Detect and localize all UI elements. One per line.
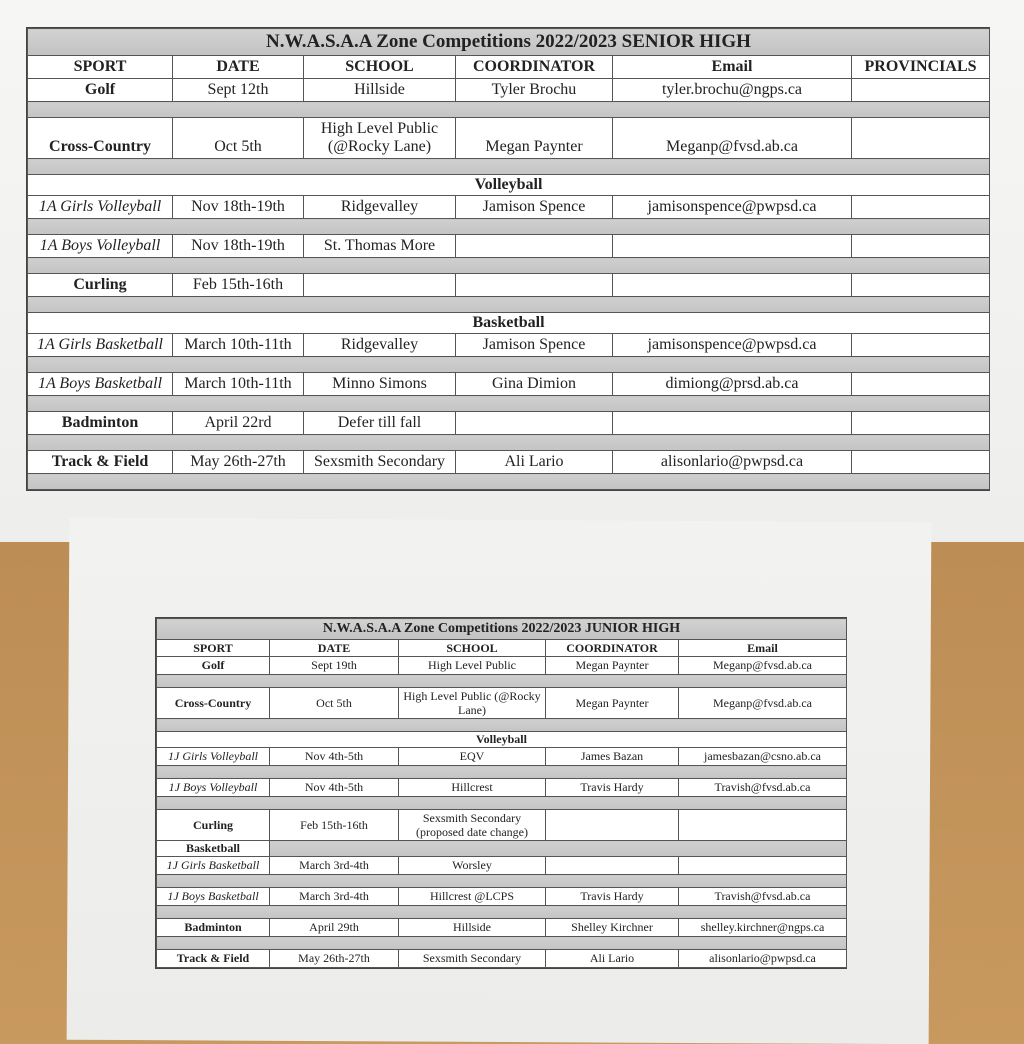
sport-cell: Badminton (157, 919, 270, 937)
school-cell: Defer till fall (304, 412, 456, 435)
email-cell: Meganp@fvsd.ab.ca (679, 688, 847, 719)
coordinator-cell: Ali Lario (546, 950, 679, 968)
senior-high-table (27, 28, 990, 490)
coordinator-cell (546, 810, 679, 841)
email-cell: shelley.kirchner@ngps.ca (679, 919, 847, 937)
date-cell: May 26th-27th (173, 451, 304, 474)
separator-cell (157, 906, 847, 919)
junior-high-table (156, 618, 847, 968)
school-cell: Ridgevalley (304, 196, 456, 219)
school-cell: Sexsmith Secondary (399, 950, 546, 968)
coordinator-cell: James Bazan (546, 748, 679, 766)
separator-cell (157, 675, 847, 688)
separator-row (28, 435, 990, 451)
coordinator-cell: Megan Paynter (546, 688, 679, 719)
column-header: COORDINATOR (456, 56, 613, 79)
table-row (28, 373, 990, 396)
sport-cell: Curling (28, 274, 173, 297)
sport-cell: Badminton (28, 412, 173, 435)
separator-row (28, 297, 990, 313)
email-cell: Meganp@fvsd.ab.ca (613, 118, 852, 159)
school-cell: St. Thomas More (304, 235, 456, 258)
column-header: SPORT (28, 56, 173, 79)
separator-row (157, 937, 847, 950)
provincials-cell (852, 235, 990, 258)
coordinator-cell: Megan Paynter (546, 657, 679, 675)
school-cell: High Level Public (@Rocky Lane) (304, 118, 456, 159)
separator-cell (270, 841, 847, 857)
table-row (157, 688, 847, 719)
column-header: Email (613, 56, 852, 79)
school-cell: Sexsmith Secondary (304, 451, 456, 474)
table-row (28, 79, 990, 102)
date-cell: April 29th (270, 919, 399, 937)
provincials-cell (852, 274, 990, 297)
date-cell: Nov 18th-19th (173, 235, 304, 258)
email-cell: Travish@fvsd.ab.ca (679, 779, 847, 797)
section-heading-row (157, 732, 847, 748)
section-heading-row (28, 175, 990, 196)
email-cell: Travish@fvsd.ab.ca (679, 888, 847, 906)
section-heading: Volleyball (157, 732, 847, 748)
coordinator-cell (546, 857, 679, 875)
section-heading: Basketball (28, 313, 990, 334)
sport-cell: 1A Boys Volleyball (28, 235, 173, 258)
sport-cell: Track & Field (28, 451, 173, 474)
column-header: SCHOOL (399, 640, 546, 657)
coordinator-cell: Gina Dimion (456, 373, 613, 396)
date-cell: March 10th-11th (173, 373, 304, 396)
email-cell (679, 810, 847, 841)
sport-cell: 1J Boys Volleyball (157, 779, 270, 797)
table-row (28, 274, 990, 297)
coordinator-cell (456, 274, 613, 297)
table-row (28, 412, 990, 435)
coordinator-cell: Tyler Brochu (456, 79, 613, 102)
table-row (157, 748, 847, 766)
senior-title-row (28, 29, 990, 56)
sport-cell: 1J Girls Basketball (157, 857, 270, 875)
separator-cell (28, 102, 990, 118)
school-cell: Minno Simons (304, 373, 456, 396)
date-cell: March 10th-11th (173, 334, 304, 357)
sport-cell: Cross-Country (157, 688, 270, 719)
date-cell: March 3rd-4th (270, 888, 399, 906)
section-heading: Volleyball (28, 175, 990, 196)
sport-cell: 1J Boys Basketball (157, 888, 270, 906)
date-cell: May 26th-27th (270, 950, 399, 968)
sport-cell: Cross-Country (28, 118, 173, 159)
table-row (28, 196, 990, 219)
separator-cell (28, 297, 990, 313)
sport-cell: Golf (28, 79, 173, 102)
separator-cell (157, 719, 847, 732)
sport-cell: 1J Girls Volleyball (157, 748, 270, 766)
school-cell: High Level Public (399, 657, 546, 675)
school-cell: Hillcrest @LCPS (399, 888, 546, 906)
separator-row (28, 102, 990, 118)
coordinator-cell (456, 235, 613, 258)
email-cell: dimiong@prsd.ab.ca (613, 373, 852, 396)
separator-cell (157, 937, 847, 950)
provincials-cell (852, 334, 990, 357)
column-header: SPORT (157, 640, 270, 657)
separator-row (28, 474, 990, 490)
coordinator-cell: Megan Paynter (456, 118, 613, 159)
date-cell: Oct 5th (270, 688, 399, 719)
email-cell (679, 857, 847, 875)
email-cell: alisonlario@pwpsd.ca (679, 950, 847, 968)
sport-cell: 1A Girls Basketball (28, 334, 173, 357)
column-header: PROVINCIALS (852, 56, 990, 79)
separator-row (28, 357, 990, 373)
separator-cell (157, 766, 847, 779)
sport-cell: Curling (157, 810, 270, 841)
separator-row (157, 797, 847, 810)
column-header: Email (679, 640, 847, 657)
date-cell: Feb 15th-16th (173, 274, 304, 297)
separator-row (157, 875, 847, 888)
column-header: SCHOOL (304, 56, 456, 79)
coordinator-cell: Jamison Spence (456, 196, 613, 219)
coordinator-cell: Ali Lario (456, 451, 613, 474)
email-cell: Meganp@fvsd.ab.ca (679, 657, 847, 675)
table-row (157, 888, 847, 906)
table-row (157, 919, 847, 937)
sport-cell: Track & Field (157, 950, 270, 968)
separator-row (157, 766, 847, 779)
date-cell: Nov 4th-5th (270, 779, 399, 797)
coordinator-cell: Shelley Kirchner (546, 919, 679, 937)
senior-header-row (28, 56, 990, 79)
provincials-cell (852, 412, 990, 435)
date-cell: Sept 12th (173, 79, 304, 102)
separator-cell (28, 219, 990, 235)
school-cell: Hillside (304, 79, 456, 102)
coordinator-cell: Travis Hardy (546, 888, 679, 906)
junior-high-schedule (155, 617, 847, 969)
junior-table-title: N.W.A.S.A.A Zone Competitions 2022/2023 JUNIOR HIGH (157, 619, 847, 640)
separator-row (28, 258, 990, 274)
table-row (157, 779, 847, 797)
coordinator-cell: Travis Hardy (546, 779, 679, 797)
date-cell: Nov 4th-5th (270, 748, 399, 766)
separator-cell (28, 435, 990, 451)
senior-high-schedule (26, 27, 990, 491)
school-cell: Worsley (399, 857, 546, 875)
separator-row (157, 675, 847, 688)
separator-row (28, 396, 990, 412)
provincials-cell (852, 451, 990, 474)
sport-cell: 1A Girls Volleyball (28, 196, 173, 219)
column-header: DATE (270, 640, 399, 657)
table-row (157, 810, 847, 841)
email-cell: jamisonspence@pwpsd.ca (613, 196, 852, 219)
provincials-cell (852, 79, 990, 102)
column-header: DATE (173, 56, 304, 79)
table-row (28, 451, 990, 474)
separator-cell (28, 258, 990, 274)
section-heading: Basketball (157, 841, 270, 857)
separator-cell (157, 875, 847, 888)
separator-cell (157, 797, 847, 810)
table-row (157, 657, 847, 675)
table-row (28, 334, 990, 357)
separator-cell (28, 396, 990, 412)
date-cell: Oct 5th (173, 118, 304, 159)
junior-header-row (157, 640, 847, 657)
separator-row (157, 906, 847, 919)
school-cell (304, 274, 456, 297)
separator-cell (28, 474, 990, 490)
junior-title-row (157, 619, 847, 640)
provincials-cell (852, 196, 990, 219)
school-cell: Sexsmith Secondary (proposed date change) (399, 810, 546, 841)
separator-row (28, 219, 990, 235)
coordinator-cell (456, 412, 613, 435)
sport-cell: Golf (157, 657, 270, 675)
table-row (157, 857, 847, 875)
provincials-cell (852, 373, 990, 396)
table-row (157, 950, 847, 968)
email-cell: jamisonspence@pwpsd.ca (613, 334, 852, 357)
date-cell: Nov 18th-19th (173, 196, 304, 219)
email-cell (613, 274, 852, 297)
email-cell (613, 235, 852, 258)
school-cell: Hillside (399, 919, 546, 937)
school-cell: EQV (399, 748, 546, 766)
sport-cell: 1A Boys Basketball (28, 373, 173, 396)
separator-row (157, 719, 847, 732)
separator-cell (28, 159, 990, 175)
date-cell: March 3rd-4th (270, 857, 399, 875)
provincials-cell (852, 118, 990, 159)
email-cell (613, 412, 852, 435)
date-cell: Feb 15th-16th (270, 810, 399, 841)
date-cell: Sept 19th (270, 657, 399, 675)
section-heading-row (28, 313, 990, 334)
school-cell: Ridgevalley (304, 334, 456, 357)
email-cell: alisonlario@pwpsd.ca (613, 451, 852, 474)
column-header: COORDINATOR (546, 640, 679, 657)
senior-table-title: N.W.A.S.A.A Zone Competitions 2022/2023 SENIOR HIGH (28, 29, 990, 56)
date-cell: April 22rd (173, 412, 304, 435)
email-cell: jamesbazan@csno.ab.ca (679, 748, 847, 766)
separator-cell (28, 357, 990, 373)
coordinator-cell: Jamison Spence (456, 334, 613, 357)
school-cell: Hillcrest (399, 779, 546, 797)
section-heading-row (157, 841, 847, 857)
school-cell: High Level Public (@Rocky Lane) (399, 688, 546, 719)
email-cell: tyler.brochu@ngps.ca (613, 79, 852, 102)
table-row (28, 235, 990, 258)
table-row (28, 118, 990, 159)
separator-row (28, 159, 990, 175)
